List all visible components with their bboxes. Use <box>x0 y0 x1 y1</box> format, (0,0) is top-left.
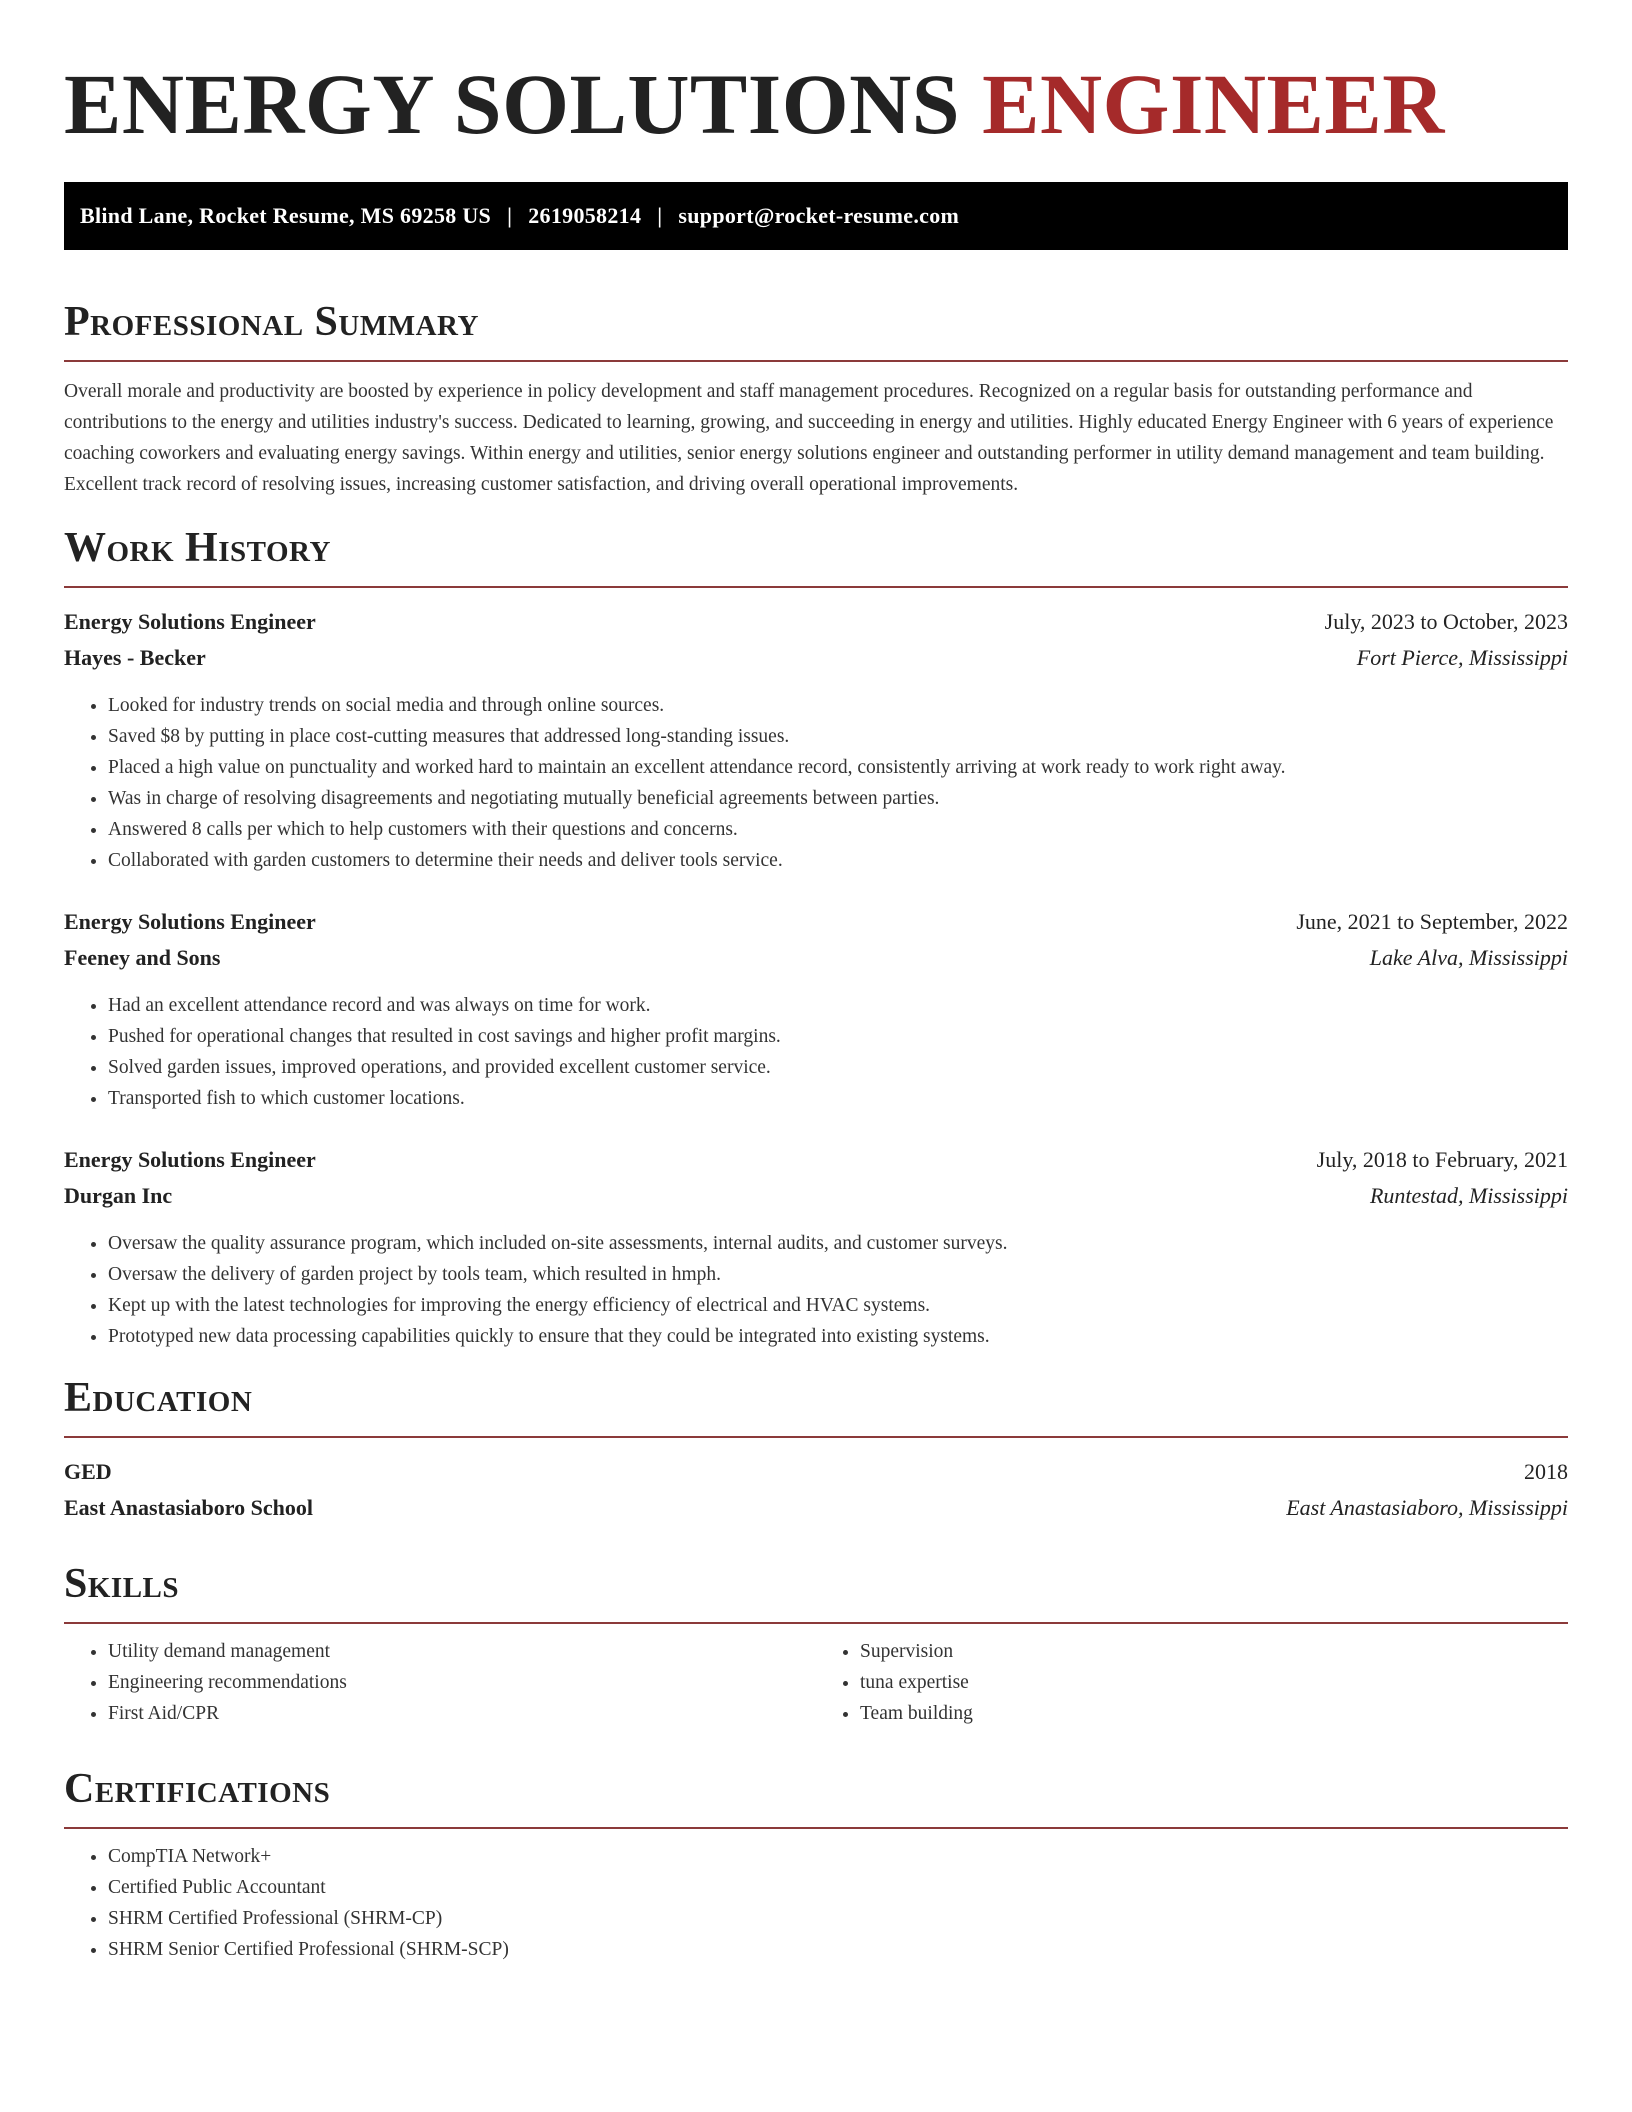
section-title-summary: Professional Summary <box>64 299 479 345</box>
skills-list-right <box>816 1636 1568 1729</box>
job-location: Runtestad, Mississippi <box>1369 1183 1568 1208</box>
education-entry <box>64 1454 1568 1526</box>
skill-item: • Supervision <box>860 1636 1568 1667</box>
education-degree: GED <box>64 1459 112 1484</box>
job-header-row <box>64 904 1568 940</box>
section-divider <box>64 586 1568 588</box>
job-bullet: • Answered 8 calls per which to help customers with their questions and concerns. <box>108 814 1568 845</box>
section-title-skills: Skills <box>64 1561 180 1607</box>
contact-address: Blind Lane, Rocket Resume, MS 69258 US <box>80 203 492 228</box>
job-bullet: • Collaborated with garden customers to determine their needs and deliver tools service. <box>108 845 1568 876</box>
job-company: Durgan Inc <box>64 1183 173 1208</box>
job-entry <box>64 1142 1568 1352</box>
job-entry <box>64 904 1568 1114</box>
education-section <box>64 1370 1568 1526</box>
certification-item: • CompTIA Network+ <box>108 1841 1568 1872</box>
job-location: Fort Pierce, Mississippi <box>1356 645 1568 670</box>
job-bullet: • Looked for industry trends on social media and through online sources. <box>108 690 1568 721</box>
contact-separator: | <box>507 203 513 228</box>
contact-email: support@rocket-resume.com <box>678 203 960 228</box>
job-bullet: • Prototyped new data processing capabilities quickly to ensure that they could be integrated into existing systems. <box>108 1321 1568 1352</box>
certification-item: • SHRM Certified Professional (SHRM-CP) <box>108 1903 1568 1934</box>
skill-item: • Team building <box>860 1698 1568 1729</box>
section-title-education: Education <box>64 1375 253 1421</box>
job-dates: June, 2021 to September, 2022 <box>1296 909 1568 934</box>
summary-text: Overall morale and productivity are boosted by experience in policy development and staff management procedures. Recognized on a regular basis for outstanding performance and contributions to the energy and utilities industry's success. Dedicated to learning, growing, and succeeding in energy and utilities. Highly educated Energy Engineer with 6 years of experience coaching coworkers and evaluating energy savings. Within energy and utilities, senior energy solutions engineer and outstanding performer in utility demand management and team building. Excellent track record of resolving issues, increasing customer satisfaction, and driving overall operational improvements. <box>64 381 1554 495</box>
job-dates: July, 2023 to October, 2023 <box>1324 609 1568 634</box>
section-divider <box>64 1827 1568 1829</box>
contact-bar <box>64 182 1568 250</box>
education-location: East Anastasiaboro, Mississippi <box>1286 1495 1568 1520</box>
job-location: Lake Alva, Mississippi <box>1369 945 1568 970</box>
job-bullet: • Saved $8 by putting in place cost-cutting measures that addressed long-standing issues. <box>108 721 1568 752</box>
section-divider <box>64 1622 1568 1624</box>
job-bullets <box>64 1228 1568 1352</box>
job-bullet: • Placed a high value on punctuality and worked hard to maintain an excellent attendance record, consistently arriving at work ready to work right away. <box>108 752 1568 783</box>
education-school: East Anastasiaboro School <box>64 1495 313 1520</box>
education-school-row <box>64 1490 1568 1526</box>
section-divider <box>64 360 1568 362</box>
job-entry <box>64 604 1568 876</box>
job-bullet: • Was in charge of resolving disagreements and negotiating mutually beneficial agreements between parties. <box>108 783 1568 814</box>
job-bullet: • Oversaw the delivery of garden project by tools team, which resulted in hmph. <box>108 1259 1568 1290</box>
resume-name <box>64 54 1568 154</box>
job-bullets <box>64 690 1568 876</box>
job-title: Energy Solutions Engineer <box>64 1147 316 1172</box>
job-company-row <box>64 1178 1568 1214</box>
name-main: ENERGY SOLUTIONS <box>64 56 961 152</box>
job-company: Hayes - Becker <box>64 645 206 670</box>
job-title: Energy Solutions Engineer <box>64 909 316 934</box>
education-year: 2018 <box>1524 1459 1568 1484</box>
skill-item: • tuna expertise <box>860 1667 1568 1698</box>
education-degree-row <box>64 1454 1568 1490</box>
certifications-list <box>64 1841 1568 1965</box>
certification-item: • Certified Public Accountant <box>108 1872 1568 1903</box>
job-title: Energy Solutions Engineer <box>64 609 316 634</box>
skill-item: • Utility demand management <box>108 1636 816 1667</box>
job-company-row <box>64 640 1568 676</box>
certification-item: • SHRM Senior Certified Professional (SHRM-SCP) <box>108 1934 1568 1965</box>
name-accent: ENGINEER <box>982 56 1445 152</box>
job-bullet: • Transported fish to which customer locations. <box>108 1083 1568 1114</box>
skills-list-left <box>64 1636 816 1729</box>
section-divider <box>64 1436 1568 1438</box>
job-bullet: • Pushed for operational changes that resulted in cost savings and higher profit margins. <box>108 1021 1568 1052</box>
contact-phone: 2619058214 <box>528 203 642 228</box>
job-bullet: • Kept up with the latest technologies for improving the energy efficiency of electrical and HVAC systems. <box>108 1290 1568 1321</box>
certifications-section <box>64 1761 1568 1965</box>
skills-section <box>64 1556 1568 1729</box>
job-header-row <box>64 1142 1568 1178</box>
skill-item: • Engineering recommendations <box>108 1667 816 1698</box>
job-bullets <box>64 990 1568 1114</box>
job-bullet: • Oversaw the quality assurance program, which included on-site assessments, internal audits, and customer surveys. <box>108 1228 1568 1259</box>
summary-section <box>64 294 1568 500</box>
section-title-work-history: Work History <box>64 525 331 571</box>
job-company: Feeney and Sons <box>64 945 221 970</box>
skills-grid <box>64 1636 1568 1729</box>
job-dates: July, 2018 to February, 2021 <box>1316 1147 1568 1172</box>
job-bullet: • Solved garden issues, improved operations, and provided excellent customer service. <box>108 1052 1568 1083</box>
skill-item: • First Aid/CPR <box>108 1698 816 1729</box>
job-header-row <box>64 604 1568 640</box>
section-title-certifications: Certifications <box>64 1766 331 1812</box>
work-history-section <box>64 520 1568 1352</box>
contact-separator: | <box>657 203 663 228</box>
job-company-row <box>64 940 1568 976</box>
job-bullet: • Had an excellent attendance record and was always on time for work. <box>108 990 1568 1021</box>
